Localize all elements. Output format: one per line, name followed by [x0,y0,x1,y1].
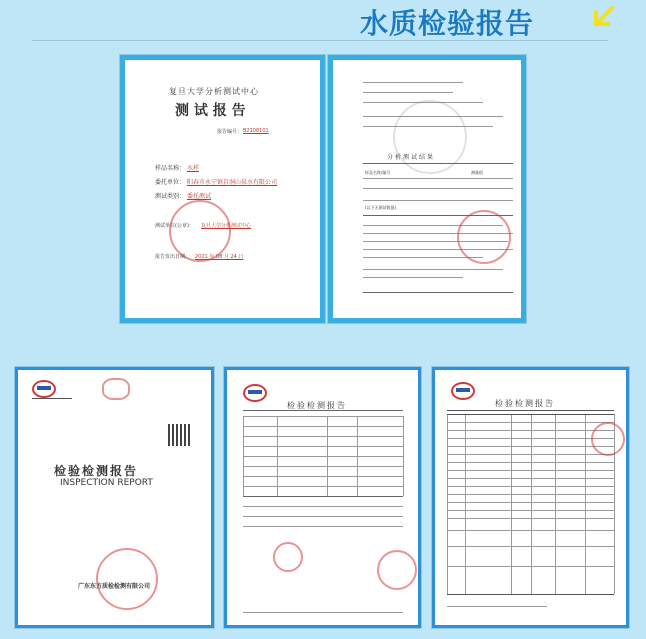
results-col1: 样品名称/编号 [365,170,391,175]
red-seal [377,550,417,590]
inspection-report-cover [15,367,214,628]
inspection-results-table [432,367,629,628]
red-seal [273,542,303,572]
results-note: (以下无测试数据) [365,205,397,210]
analysis-results-page [328,55,526,323]
sample-value: 水样 [187,165,200,172]
report-cover-page [120,55,325,323]
company-seal [96,548,158,610]
inspection-title-cn: 检验检测报告 [54,464,139,478]
inspection-logo-icon [243,384,267,402]
red-seal [591,422,625,456]
results-col2: 测量值 [471,170,483,175]
type-value: 委托测试 [187,193,212,200]
page3-title: 检验检测报告 [495,399,555,408]
inspection-report-page-2 [224,367,421,628]
page2-title: 检验检测报告 [287,401,347,410]
unit-label: 测试单位(公章)： [155,223,194,229]
cert-mark-icon [102,378,130,400]
inspection-logo-icon [451,382,475,400]
client-value: 阳春市永宁镇岩洞山泉水有限公司 [187,179,278,186]
report-title: 测 试 报 告 [175,103,246,119]
qr-code [168,424,190,446]
header-divider [32,40,608,41]
page-header-title: 水质检验报告 [360,7,535,40]
test-center-name: 复旦大学分析测试中心 [169,87,259,96]
report-no-value: B2108101 [243,128,269,134]
unit-value: 复旦大学分析测试中心 [201,223,252,229]
inspection-title-en: INSPECTION REPORT [60,478,153,488]
report-no-label: 报告编号： [217,129,243,135]
red-seal [457,210,511,264]
results-title: 分析测试结果 [387,154,436,161]
client-label: 委托单位： [155,179,186,186]
sample-label: 样品名称： [155,165,186,172]
date-label: 报告发出日期： [155,254,191,260]
arrow-icon [590,2,616,34]
date-value: 2021 年 08 月 24 日 [195,254,244,260]
company-name: 广东东方质检检测有限公司 [78,583,151,590]
inspection-logo-icon [32,380,56,398]
type-label: 测试类别： [155,193,186,200]
